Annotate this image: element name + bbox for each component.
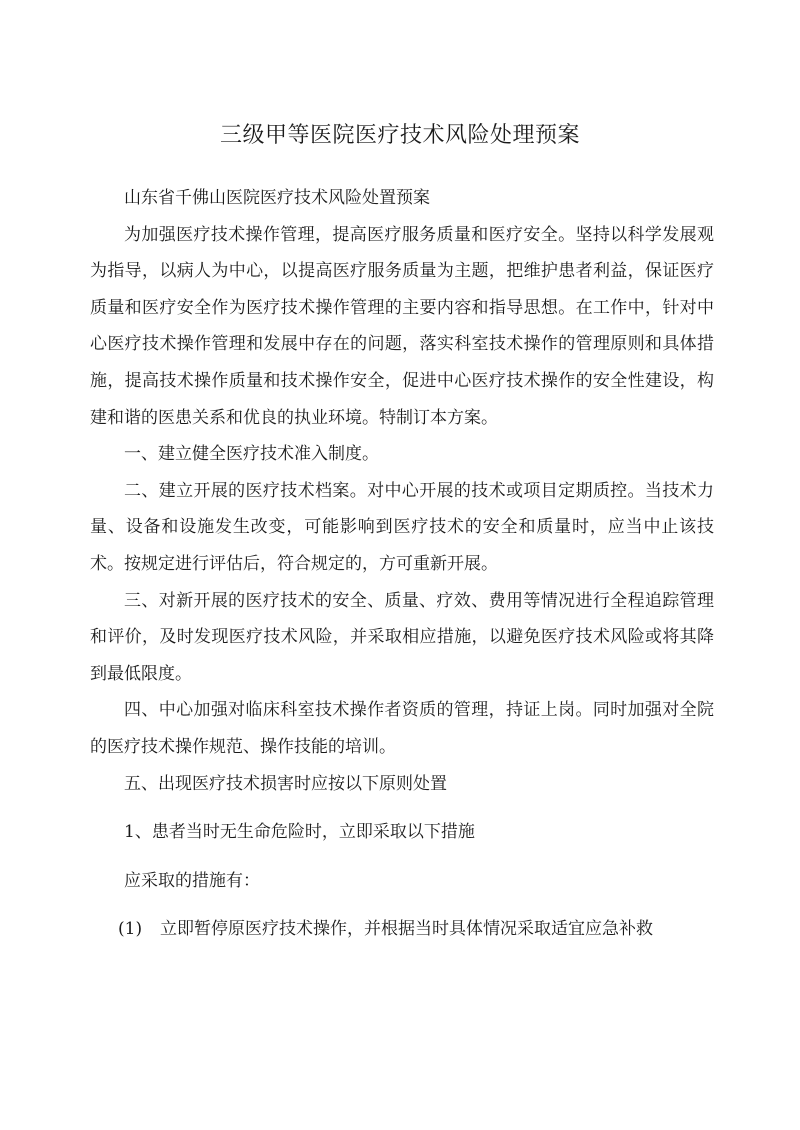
- measure-1-text: 立即暂停原医疗技术操作，并根据当时具体情况采取适宜应急补救: [160, 919, 653, 940]
- section-2-paragraph: 二、建立开展的医疗技术档案。对中心开展的技术或项目定期质控。当技术力量、设备和设施发生改变，可能影响到医疗技术的安全和质量时，应当中止该技 术。按规定进行评估后，符合规定的，方可重新开展。: [90, 480, 714, 574]
- measure-1-item: [90, 911, 714, 948]
- measure-1-number: (1): [118, 919, 143, 940]
- section-4-paragraph: 四、中心加强对临床科室技术操作者资质的管理，持证上岗。同时加强对全院的医疗技术操作规范、操作技能的培训。: [90, 700, 714, 757]
- measures-label: 应采取的措施有：: [124, 870, 260, 891]
- page-title: 三级甲等医院医疗技术风险处理预案: [219, 123, 580, 148]
- section-5-paragraph: 五、出现医疗技术损害时应按以下原则处置: [124, 773, 447, 794]
- item-1-paragraph: 1、患者当时无生命危险时，立即采取以下措施: [124, 822, 475, 843]
- document-body: [90, 180, 714, 948]
- subtitle-paragraph: 山东省千佛山医院医疗技术风险处置预案: [124, 188, 430, 208]
- section-1-paragraph: 一、建立健全医疗技术准入制度。: [124, 444, 379, 465]
- section-3-paragraph: 三、对新开展的医疗技术的安全、质量、疗效、费用等情况进行全程追踪管理和评价，及时发现医疗技术风险，并采取相应措施，以避免医疗技术风险或将其降到最低限度。: [90, 590, 714, 684]
- intro-paragraph: 为加强医疗技术操作管理，提高医疗服务质量和医疗安全。坚持以科学发展观为指导，以病人为中心，以提高医疗服务质量为主题，把维护患者利益，保证医疗质量和医疗安全作为医疗技术操作管理的主要内容和指导思想。在工作中，针对中心医疗技术操作管理和发展中存在的问题，落实科室技术操作的管理原则和具体措施，提高技术操作质量和技术操作安全，促进中心医疗技术操作的安全性建设，构建和谐的医患关系和优良的执业环境。特制订本方案。: [90, 224, 714, 428]
